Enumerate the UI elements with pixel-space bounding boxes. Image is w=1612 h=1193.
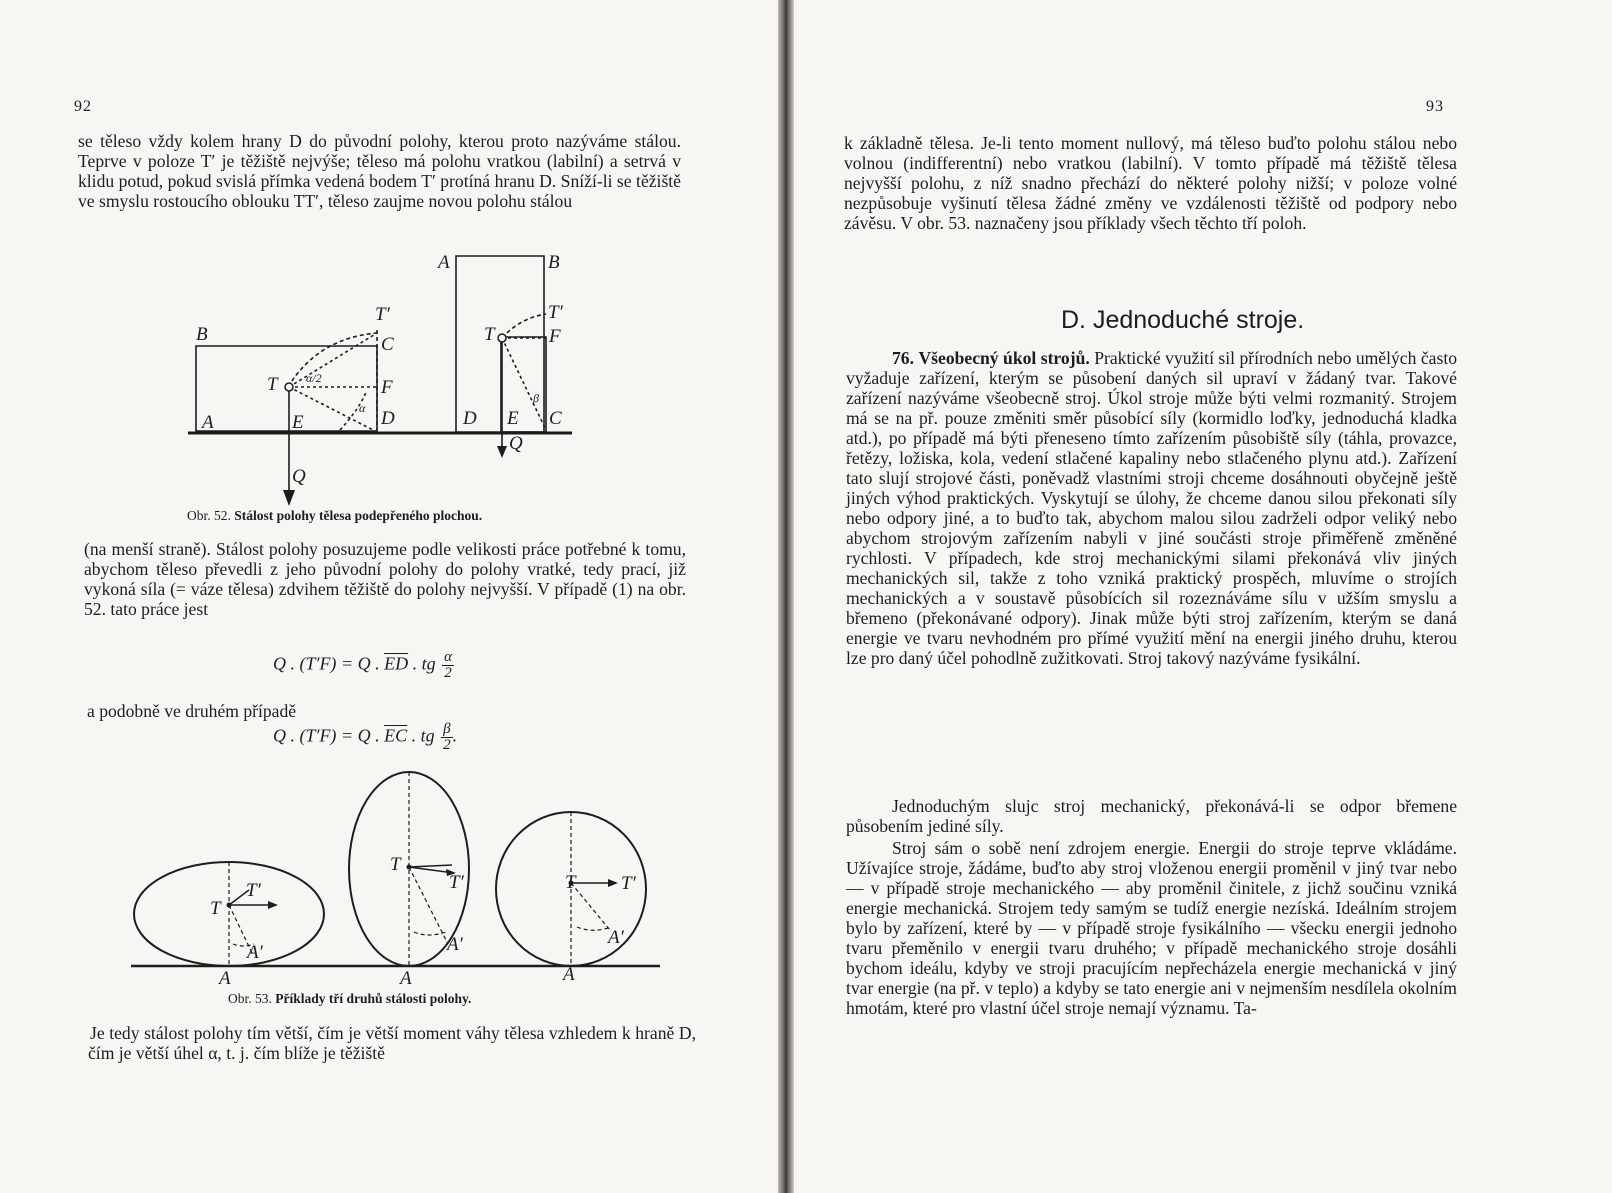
caption-number: Obr. 53. [228, 991, 272, 1006]
left-page [0, 0, 778, 1193]
fig-label: Q [509, 433, 523, 454]
fig-label: β [533, 391, 539, 405]
fig-label: T [210, 898, 221, 919]
page-number: 93 [1426, 98, 1444, 115]
fig-label: A′ [608, 927, 624, 948]
page-number: 92 [74, 98, 92, 115]
paragraph: se těleso vždy kolem hrany D do původní polohy, kterou proto nazýváme stálou. Teprve v poloze T′ je těžiště nejvýše; těleso má polohu vratkou (labilní) a setrvá v klidu potud, pokud svislá přímka vedená bodem T′ protíná hranu D. Sníží-li se těžiště ve smyslu rostoucího oblouku TT′, těleso zaujme novou polohu stálou [78, 131, 681, 211]
formula-segment: $\overline{ED}$ [384, 653, 409, 674]
fig-label: A [438, 252, 450, 273]
arrow-right-icon [608, 879, 618, 887]
book-gutter [778, 0, 794, 1193]
fig-label: α [359, 401, 366, 415]
fig-label: D [463, 408, 477, 429]
fig-label: T [484, 324, 495, 345]
formula-tg: . tg [407, 725, 435, 746]
fig-label: C [381, 334, 394, 355]
formula-2: Q . (T′F) = Q . $\overline{EC}$ . tg $\frac{\beta}{2}$ . [273, 721, 458, 753]
figure-52 [180, 244, 580, 506]
formula-fraction: $\frac{\beta}{2}$ [443, 721, 451, 753]
fig-label: F [549, 326, 561, 347]
caption-number: Obr. 52. [187, 508, 231, 523]
fig-label: E [292, 412, 304, 433]
figure-caption [187, 507, 482, 525]
fig-label: T [390, 854, 401, 875]
fig-label: T′ [246, 880, 261, 901]
arrow-down-icon [497, 446, 507, 458]
section-title: Všeobecný úkol strojů. [918, 348, 1090, 368]
section-heading: D. Jednoduché stroje. [1061, 306, 1305, 334]
fig-label: A [202, 412, 214, 433]
fig-label: T′ [548, 302, 563, 323]
block-vertical [456, 256, 544, 432]
fig-label: Q [292, 466, 306, 487]
paragraph: Jednoduchým slujc stroj mechanický, překonává-li se odpor břemene působením jediné síly. [846, 796, 1457, 836]
paragraph [846, 348, 1457, 668]
fig-label: α/2 [306, 371, 322, 385]
fig-label: T′ [375, 304, 390, 325]
formula-segment: $\overline{EC}$ [384, 725, 408, 746]
right-page [794, 0, 1612, 1193]
fig-label: A [219, 968, 231, 989]
arrow-right-icon [268, 901, 278, 909]
fig-label: C [549, 408, 562, 429]
fig-label: B [196, 324, 208, 345]
caption-text: Příklady tří druhů stálosti polohy. [275, 991, 472, 1006]
fig-label: T [565, 872, 576, 893]
figure-caption [228, 990, 471, 1008]
fig-label: A′ [247, 942, 263, 963]
formula-1 [273, 650, 454, 681]
formula-fraction: $\frac{\alpha}{2}$ [444, 649, 452, 681]
paragraph: (na menší straně). Stálost polohy posuzujeme podle velikosti práce potřebné k tomu, abychom těleso převedli z jeho původní polohy do polohy vratké, tedy prací, již vykoná síla (= váze tělesa) zdvihem těžiště do polohy nejvyšší. V případě (1) na obr. 52. tato práce jest [84, 539, 686, 619]
formula-left: Q . (T′F) = Q . [273, 725, 385, 746]
fig-label: T′ [449, 872, 464, 893]
fig-label: A′ [447, 934, 463, 955]
fig-label: A [563, 964, 575, 985]
arrow-down-icon [283, 490, 295, 506]
fig-label: T [267, 374, 278, 395]
section-number: 76. [892, 348, 914, 368]
fig-label: F [381, 377, 393, 398]
fig-label: T′ [621, 873, 636, 894]
section-text: Praktické využití sil přírodních nebo umělých často vyžaduje zařízení, kterým se působení daných sil upraví v žádaný tvar. Takové zařízení nazýváme všeobecně stroj. Úkol stroje může býti velmi rozmanitý. Strojem má se na př. pouze změniti směr působící síly (kormidlo loďky, jednoduchá kladka atd.), po případě má býti přeneseno tímto zařízením působiště síly (táhla, provazce, řetězy, ložiska, kola, vedení stlačené kapaliny nebo stlačeného plynu atd.). Zařízení tato slují strojové části, poněvadž vlastními stroji chceme dosáhnouti obyčejně ještě jiných výhod praktických. Vyskytují se úlohy, že chceme danou silou překonati síly nebo odpory jiné, a to buďto tak, abychom malou silou zadrželi odpor veliký nebo abychom strojovým zařízením nabyli v jiné součásti stroje přiměřeně změněné rychlosti. V případech, kde stroj mechanickými silami překonává vliv jiných mechanických sil, takže z toho vzniká praktický prospěch, mluvíme o strojích mechanických a v soustavě působících sil rozeznáváme sílu v užším smyslu a břemeno (překonávané odpory). Jinak může býti stroj zařízením, kterým se daná energie ve tvaru nevhodném pro přímé využití mění na energii jiného druhu, kterou lze pro daný účel pohodlně zužitkovati. Stroj takový nazýváme fysikální. [846, 348, 1457, 668]
fig-label: B [548, 252, 560, 273]
paragraph: Je tedy stálost polohy tím větší, čím je větší moment váhy tělesa vzhledem k hraně D, čím je větší úhel α, t. j. čím blíže je těžiště [88, 1023, 696, 1063]
fig-label: A [400, 968, 412, 989]
fig-label: D [381, 408, 395, 429]
paragraph: k základně tělesa. Je-li tento moment nullový, má těleso buďto polohu stálou nebo volnou (indifferentní) nebo vratkou (labilní). V tomto případě má těžiště tělesa nejvyšší polohu, z níž snadno přechází do některé polohy nižší; v poloze volné nezpůsobuje vyšinutí tělesa žádné změny ve vzdálenosti těžiště od podpory nebo závěsu. V obr. 53. naznačeny jsou příklady všech těchto tří poloh. [844, 133, 1457, 233]
fig-label: E [507, 408, 519, 429]
caption-text: Stálost polohy tělesa podepřeného plochou. [234, 508, 483, 523]
formula-tg: . tg [408, 653, 436, 674]
paragraph: a podobně ve druhém případě [87, 701, 297, 721]
formula-left: Q . (T′F) = Q . [273, 653, 385, 674]
paragraph: Stroj sám o sobě není zdrojem energie. Energii do stroje teprve vkládáme. Užívajíce stroje, žádáme, buďto aby stroj vloženou energii proměnil v jiný tvar nebo — v případě stroje mechanického — aby proměnil činitele, z jichž součinu vzniká energie mechanická. Strojem tedy samým se tudíž energie nezíská. Ideálním strojem bylo by zařízení, které by — v případě stroje fysikálního — všecku energii jednoho tvaru přeměnilo v energii tvaru druhého; v případě mechanického stroje dosáhli bychom ideálu, kdyby ve stroji pracujícím nepřecházela energie mechanická v jiný tvar energie (na př. v teplo) a kdyby se tato energie ani v nejmenším nesdílela okolním hmotám, které pro vlastní účel stroje nemají významu. Ta- [846, 838, 1457, 1018]
figure-53 [125, 765, 665, 990]
